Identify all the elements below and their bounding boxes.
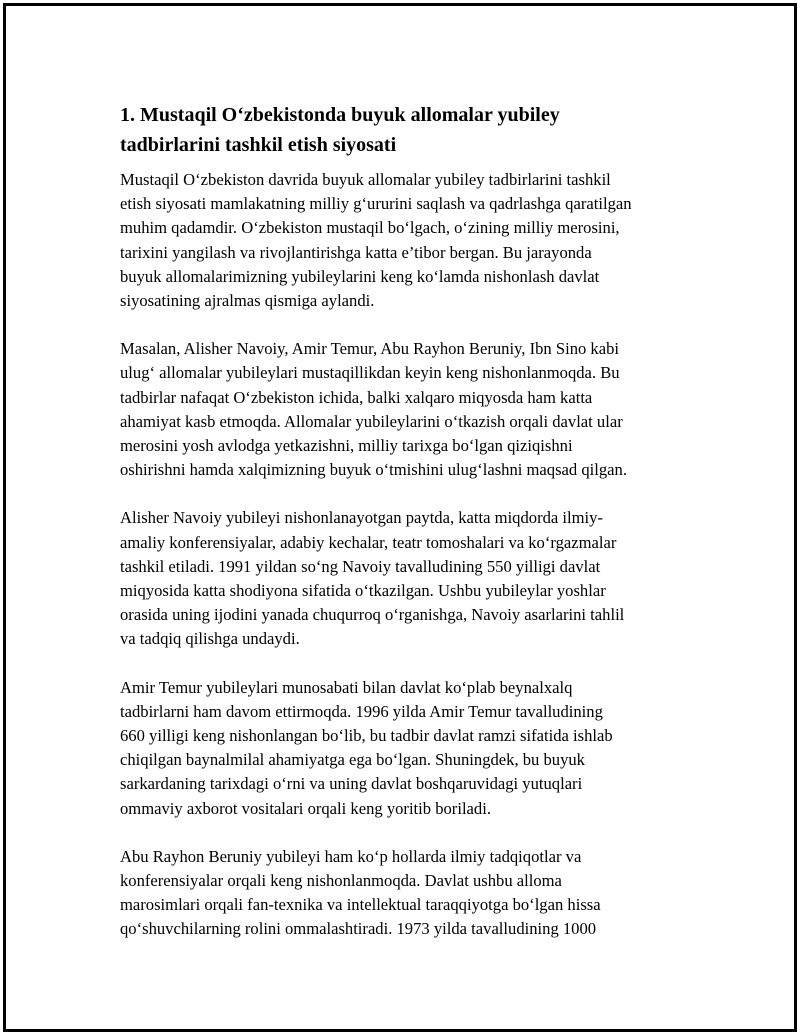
- text-line: Masalan, Alisher Navoiy, Amir Temur, Abu Rayhon Beruniy, Ibn Sino kabi: [120, 339, 620, 359]
- section-heading: [120, 96, 700, 160]
- paragraph-4: [120, 676, 700, 821]
- text-line: Alisher Navoiy yubileyi nishonlanayotgan paytda, katta miqdorda ilmiy-: [120, 508, 603, 528]
- text-line: Amir Temur yubileylari munosabati bilan davlat ko‘plab beynalxalq: [120, 677, 573, 697]
- text-line: siyosatining ajralmas qismiga aylandi.: [120, 291, 375, 311]
- text-line: amaliy konferensiyalar, adabiy kechalar, teatr tomoshalari va ko‘rgazmalar: [120, 532, 617, 552]
- paragraph-1: [120, 168, 700, 313]
- text-line: konferensiyalar orqali keng nishonlanmoqda. Davlat ushbu alloma: [120, 871, 562, 891]
- heading-line: 1. Mustaqil O‘zbekistonda buyuk allomalar yubiley: [120, 104, 560, 126]
- text-line: tarixini yangilash va rivojlantirishga katta e’tibor bergan. Bu jarayonda: [120, 242, 592, 262]
- heading-line: tadbirlarini tashkil etish siyosati: [120, 134, 397, 156]
- text-line: oshirishni hamda xalqimizning buyuk o‘tmishini ulug‘lashni maqsad qilgan.: [120, 460, 627, 480]
- paragraph-2: [120, 337, 700, 482]
- text-line: tadbirlarni ham davom ettirmoqda. 1996 yilda Amir Temur tavalludining: [120, 701, 603, 721]
- text-line: miqyosida katta shodiyona sifatida o‘tkazilgan. Ushbu yubileylar yoshlar: [120, 581, 606, 601]
- text-line: orasida uning ijodini yanada chuqurroq o‘rganishga, Navoiy asarlarini tahlil: [120, 605, 625, 625]
- text-line: ulug‘ allomalar yubileylari mustaqillikdan keyin keng nishonlanmoqda. Bu: [120, 363, 620, 383]
- text-line: Abu Rayhon Beruniy yubileyi ham ko‘p hollarda ilmiy tadqiqotlar va: [120, 846, 582, 866]
- text-line: sarkardaning tarixdagi o‘rni va uning davlat boshqaruvidagi yutuqlari: [120, 774, 583, 794]
- text-line: va tadqiq qilishga undaydi.: [120, 629, 300, 649]
- text-line: tashkil etiladi. 1991 yildan so‘ng Navoiy tavalludining 550 yilligi davlat: [120, 556, 601, 576]
- text-line: buyuk allomalarimizning yubileylarini keng ko‘lamda nishonlash davlat: [120, 266, 600, 286]
- text-line: qo‘shuvchilarning rolini ommalashtiradi. 1973 yilda tavalludining 1000: [120, 919, 597, 939]
- text-line: ahamiyat kasb etmoqda. Allomalar yubileylarini o‘tkazish orqali davlat ular: [120, 411, 623, 431]
- text-line: Mustaqil O‘zbekiston davrida buyuk allomalar yubiley tadbirlarini tashkil: [120, 170, 611, 189]
- paragraph-5: [120, 845, 700, 942]
- text-line: merosini yosh avlodga yetkazishni, milliy tarixga bo‘lgan qiziqishni: [120, 436, 573, 456]
- paragraph-3: [120, 506, 700, 651]
- text-line: chiqilgan baynalmilal ahamiyatga ega bo‘lgan. Shuningdek, bu buyuk: [120, 750, 585, 770]
- text-line: 660 yilligi keng nishonlangan bo‘lib, bu tadbir davlat ramzi sifatida ishlab: [120, 726, 613, 746]
- document-body: [120, 96, 700, 966]
- text-line: ommaviy axborot vositalari orqali keng yoritib boriladi.: [120, 798, 491, 818]
- document-page: [3, 3, 797, 1032]
- text-line: tadbirlar nafaqat O‘zbekiston ichida, balki xalqaro miqyosda ham katta: [120, 387, 593, 407]
- text-line: marosimlari orqali fan-texnika va intellektual taraqqiyotga bo‘lgan hissa: [120, 895, 601, 915]
- text-line: muhim qadamdir. O‘zbekiston mustaqil bo‘lgach, o‘zining milliy merosini,: [120, 218, 620, 238]
- text-line: etish siyosati mamlakatning milliy g‘ururini saqlash va qadrlashga qaratilgan: [120, 194, 632, 214]
